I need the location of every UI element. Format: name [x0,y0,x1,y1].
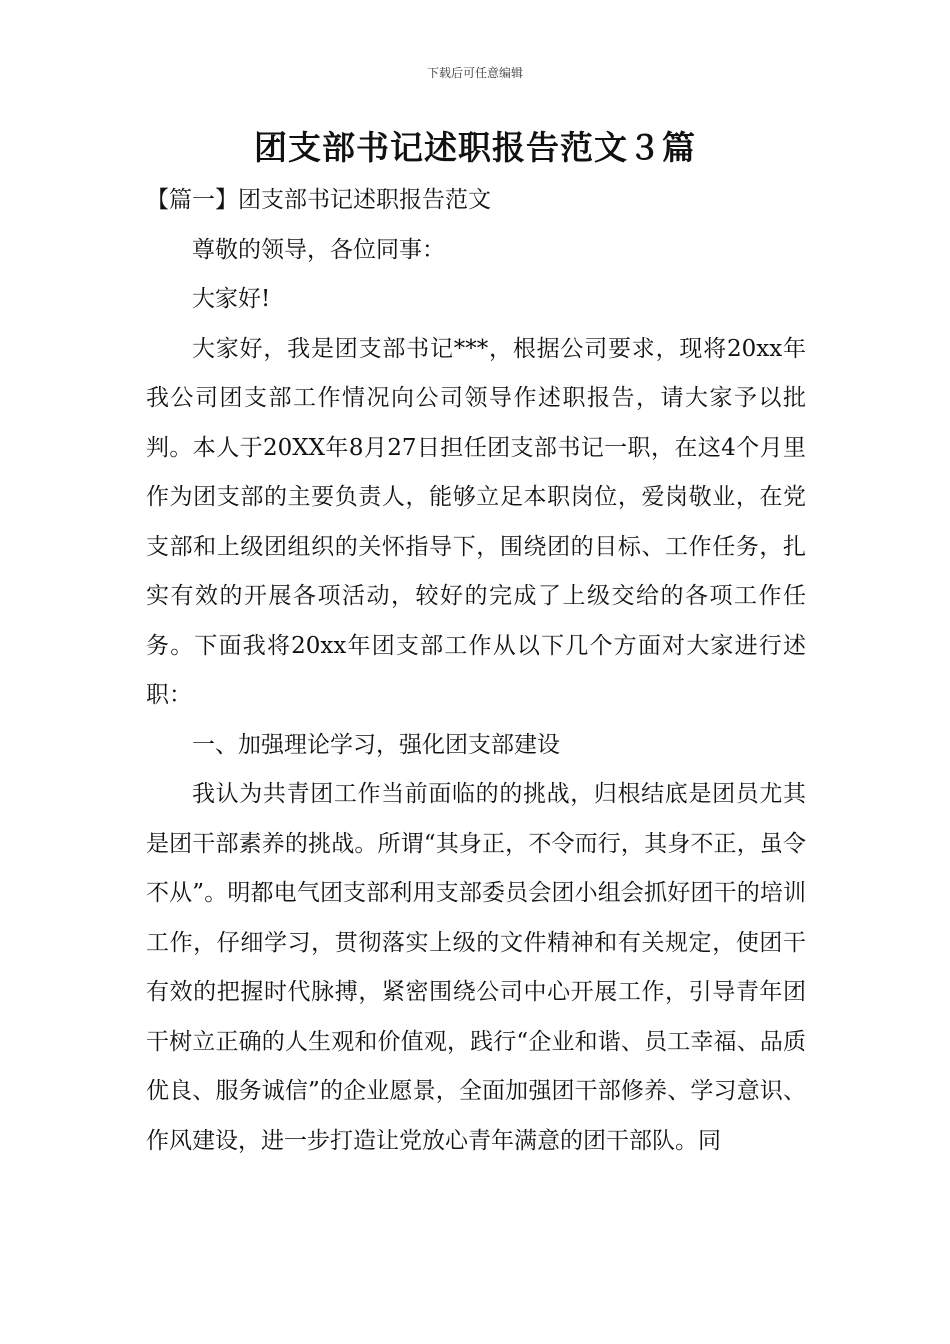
header-note: 下载后可任意编辑 [426,66,523,80]
document-body [146,176,806,1166]
greeting-paragraph: 大家好! [192,286,271,312]
salutation-paragraph: 尊敬的领导，各位同事： [192,236,445,263]
body-paragraph: 我认为共青团工作当前面临的的挑战，归根结底是团员尤其是团干部素养的挑战。所谓“其身正，不令而行，其身不正，虽令不从”。明都电气团支部利用支部委员会团小组会抓好团干的培训工作，仔细学习，贯彻落实上级的文件精神和有关规定，使团干有效的把握时代脉搏，紧密围绕公司中心开展工作，引导青年团干树立正确的人生观和价值观，践行“企业和谐、员工幸福、品质优良、服务诚信”的企业愿景，全面加强团干部修养、学习意识、作风建设，进一步打造让党放心青年满意的团干部队。同 [146,781,806,1154]
document-title: 团支部书记述职报告范文３篇 [254,128,696,167]
intro-paragraph: 大家好，我是团支部书记***，根据公司要求，现将20xx年我公司团支部工作情况向公司领导作述职报告，请大家予以批判。本人于20XX年8月27日担任团支部书记一职，在这4个月里作为团支部的主要负责人，能够立足本职岗位，爱岗敬业，在党支部和上级团组织的关怀指导下，围绕团的目标、工作任务，扎实有效的开展各项活动，较好的完成了上级交给的各项工作任务。下面我将20xx年团支部工作从以下几个方面对大家进行述职： [146,335,806,708]
section-heading: 【篇一】团支部书记述职报告范文 [146,187,491,213]
subsection-heading: 一、加强理论学习，强化团支部建设 [192,731,560,758]
